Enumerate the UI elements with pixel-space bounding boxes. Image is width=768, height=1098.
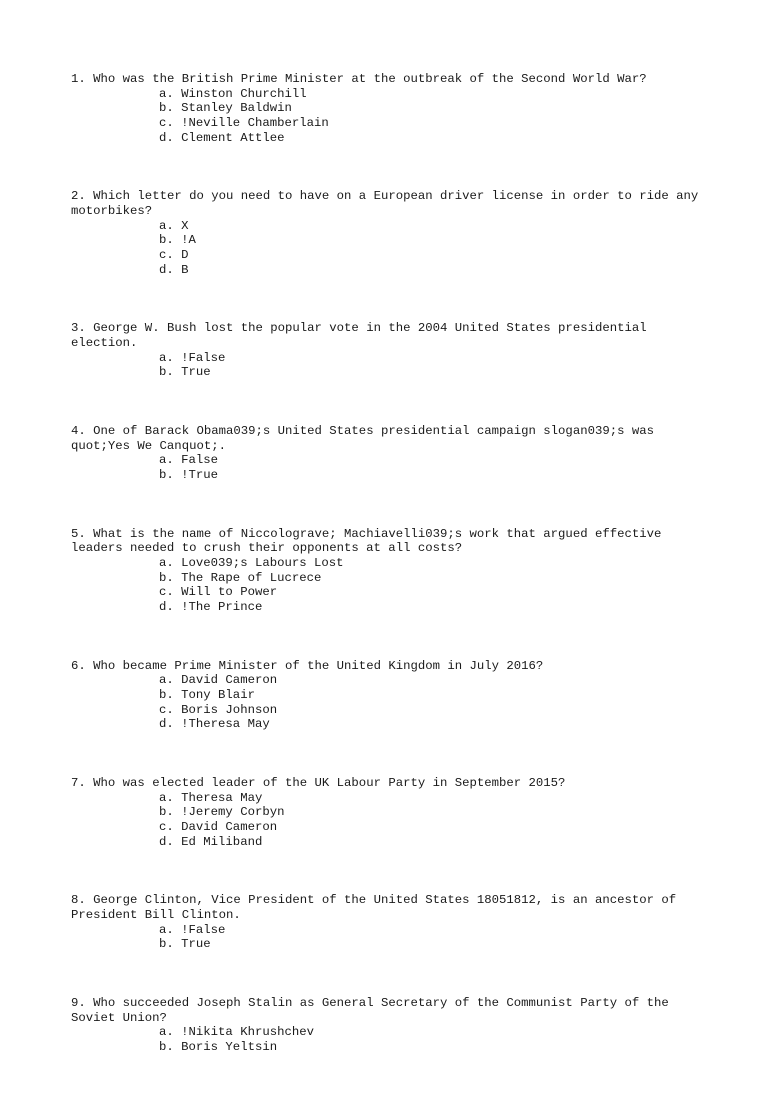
option-text: !A bbox=[181, 233, 196, 248]
answer-option bbox=[71, 453, 701, 468]
question-6 bbox=[71, 659, 701, 733]
option-letter: d. bbox=[159, 834, 174, 849]
question-text bbox=[71, 321, 701, 350]
question-number: 2. bbox=[71, 189, 86, 204]
question-text bbox=[71, 776, 701, 791]
question-2 bbox=[71, 189, 706, 277]
question-prompt: Who was the British Prime Minister at the outbreak of the Second World War? bbox=[93, 72, 647, 86]
option-letter: a. bbox=[159, 218, 174, 233]
option-text: True bbox=[181, 365, 211, 380]
question-8 bbox=[71, 893, 701, 952]
answer-option bbox=[71, 585, 701, 600]
question-5 bbox=[71, 527, 701, 615]
question-text bbox=[71, 424, 701, 453]
answer-options bbox=[71, 556, 701, 615]
question-text bbox=[71, 659, 701, 674]
option-letter: d. bbox=[159, 600, 174, 615]
option-text: Theresa May bbox=[181, 790, 263, 805]
answer-option bbox=[71, 835, 701, 850]
question-number: 5. bbox=[71, 526, 86, 541]
answer-option bbox=[71, 600, 701, 615]
option-text: !Theresa May bbox=[181, 717, 270, 732]
option-text: !Nikita Khrushchev bbox=[181, 1025, 314, 1040]
option-letter: b. bbox=[159, 233, 174, 248]
option-text: X bbox=[181, 218, 189, 233]
question-number: 9. bbox=[71, 995, 86, 1010]
answer-options bbox=[71, 1025, 701, 1054]
answer-option bbox=[71, 703, 701, 718]
question-prompt: Who was elected leader of the UK Labour Party in September 2015? bbox=[93, 775, 566, 790]
answer-option bbox=[71, 556, 701, 571]
option-text: !Jeremy Corbyn bbox=[181, 805, 285, 820]
answer-option bbox=[71, 1025, 701, 1040]
option-letter: b. bbox=[159, 570, 174, 585]
answer-option bbox=[71, 571, 701, 586]
option-letter: c. bbox=[159, 248, 174, 263]
answer-option bbox=[71, 820, 701, 835]
option-letter: a. bbox=[159, 1025, 174, 1040]
option-text: Clement Attlee bbox=[181, 130, 285, 145]
question-prompt: One of Barack Obama039;s United States presidential campaign slogan039;s was quot;Yes We Canquot;. bbox=[71, 423, 662, 453]
option-letter: a. bbox=[159, 350, 174, 365]
option-text: False bbox=[181, 453, 219, 468]
option-letter: d. bbox=[159, 262, 174, 277]
option-letter: a. bbox=[159, 790, 174, 805]
answer-option bbox=[71, 468, 701, 483]
answer-options bbox=[71, 453, 701, 482]
question-4 bbox=[71, 424, 701, 483]
option-text: !Neville Chamberlain bbox=[181, 116, 329, 131]
answer-option bbox=[71, 131, 701, 146]
option-letter: b. bbox=[159, 1039, 174, 1054]
option-text: Will to Power bbox=[181, 585, 278, 600]
option-letter: d. bbox=[159, 130, 174, 145]
option-text: David Cameron bbox=[181, 673, 278, 688]
option-text: !False bbox=[181, 350, 226, 365]
answer-option bbox=[71, 248, 701, 263]
answer-option bbox=[71, 923, 701, 938]
question-number: 4. bbox=[71, 423, 86, 438]
question-prompt: What is the name of Niccolograve; Machiavelli039;s work that argued effective leaders needed to crush their opponents at all costs? bbox=[71, 526, 669, 556]
answer-option bbox=[71, 219, 701, 234]
option-letter: b. bbox=[159, 687, 174, 702]
option-letter: a. bbox=[159, 86, 174, 101]
question-number: 6. bbox=[71, 658, 86, 673]
option-letter: b. bbox=[159, 805, 174, 820]
answer-option bbox=[71, 233, 701, 248]
answer-options bbox=[71, 219, 701, 278]
question-prompt: George W. Bush lost the popular vote in the 2004 United States presidential election. bbox=[71, 321, 654, 351]
question-1 bbox=[71, 72, 701, 146]
option-text: Winston Churchill bbox=[181, 86, 307, 101]
question-number: 1. bbox=[71, 72, 86, 86]
option-text: Tony Blair bbox=[181, 687, 255, 702]
question-text bbox=[71, 996, 701, 1025]
answer-option bbox=[71, 937, 701, 952]
option-text: !The Prince bbox=[181, 600, 263, 615]
question-prompt: George Clinton, Vice President of the United States 18051812, is an ancestor of President Bill Clinton. bbox=[71, 893, 684, 922]
option-text: Ed Miliband bbox=[181, 834, 263, 849]
question-text bbox=[71, 72, 701, 87]
answer-option bbox=[71, 717, 701, 732]
question-number: 8. bbox=[71, 893, 86, 908]
answer-option bbox=[71, 365, 701, 380]
answer-option bbox=[71, 1040, 701, 1055]
question-text bbox=[71, 527, 701, 556]
option-text: Boris Johnson bbox=[181, 702, 278, 717]
option-text: Stanley Baldwin bbox=[181, 101, 292, 116]
option-text: !False bbox=[181, 922, 226, 937]
option-text: B bbox=[181, 262, 189, 277]
option-letter: a. bbox=[159, 922, 174, 937]
question-3 bbox=[71, 321, 701, 380]
option-text: David Cameron bbox=[181, 819, 278, 834]
quiz-document bbox=[71, 72, 706, 1098]
answer-option bbox=[71, 101, 701, 116]
answer-option bbox=[71, 87, 701, 102]
option-text: D bbox=[181, 248, 189, 263]
option-letter: b. bbox=[159, 101, 174, 116]
option-letter: c. bbox=[159, 116, 174, 131]
option-letter: d. bbox=[159, 717, 174, 732]
answer-option bbox=[71, 263, 701, 278]
answer-options bbox=[71, 351, 701, 380]
question-9 bbox=[71, 996, 701, 1055]
question-number: 7. bbox=[71, 775, 86, 790]
question-prompt: Who became Prime Minister of the United Kingdom in July 2016? bbox=[93, 658, 544, 673]
option-text: !True bbox=[181, 468, 219, 483]
question-text bbox=[71, 189, 706, 219]
answer-option bbox=[71, 116, 701, 131]
answer-options bbox=[71, 87, 701, 146]
option-text: The Rape of Lucrece bbox=[181, 570, 322, 585]
option-letter: c. bbox=[159, 819, 174, 834]
option-letter: c. bbox=[159, 702, 174, 717]
option-letter: b. bbox=[159, 937, 174, 952]
option-letter: a. bbox=[159, 673, 174, 688]
option-text: Love039;s Labours Lost bbox=[181, 555, 344, 570]
answer-option bbox=[71, 688, 701, 703]
option-text: Boris Yeltsin bbox=[181, 1039, 278, 1054]
answer-option bbox=[71, 805, 701, 820]
option-letter: b. bbox=[159, 365, 174, 380]
answer-option bbox=[71, 351, 701, 366]
option-letter: a. bbox=[159, 555, 174, 570]
option-letter: c. bbox=[159, 585, 174, 600]
option-letter: a. bbox=[159, 453, 174, 468]
question-prompt: Who succeeded Joseph Stalin as General Secretary of the Communist Party of the Soviet Union? bbox=[71, 995, 677, 1025]
answer-options bbox=[71, 923, 701, 952]
option-text: True bbox=[181, 937, 211, 952]
answer-options bbox=[71, 673, 701, 732]
option-letter: b. bbox=[159, 468, 174, 483]
question-7 bbox=[71, 776, 701, 850]
answer-options bbox=[71, 791, 701, 850]
answer-option bbox=[71, 791, 701, 806]
question-text bbox=[71, 893, 701, 922]
question-prompt: Which letter do you need to have on a European driver license in order to ride any motorbikes? bbox=[71, 189, 706, 219]
answer-option bbox=[71, 673, 701, 688]
question-number: 3. bbox=[71, 321, 86, 336]
